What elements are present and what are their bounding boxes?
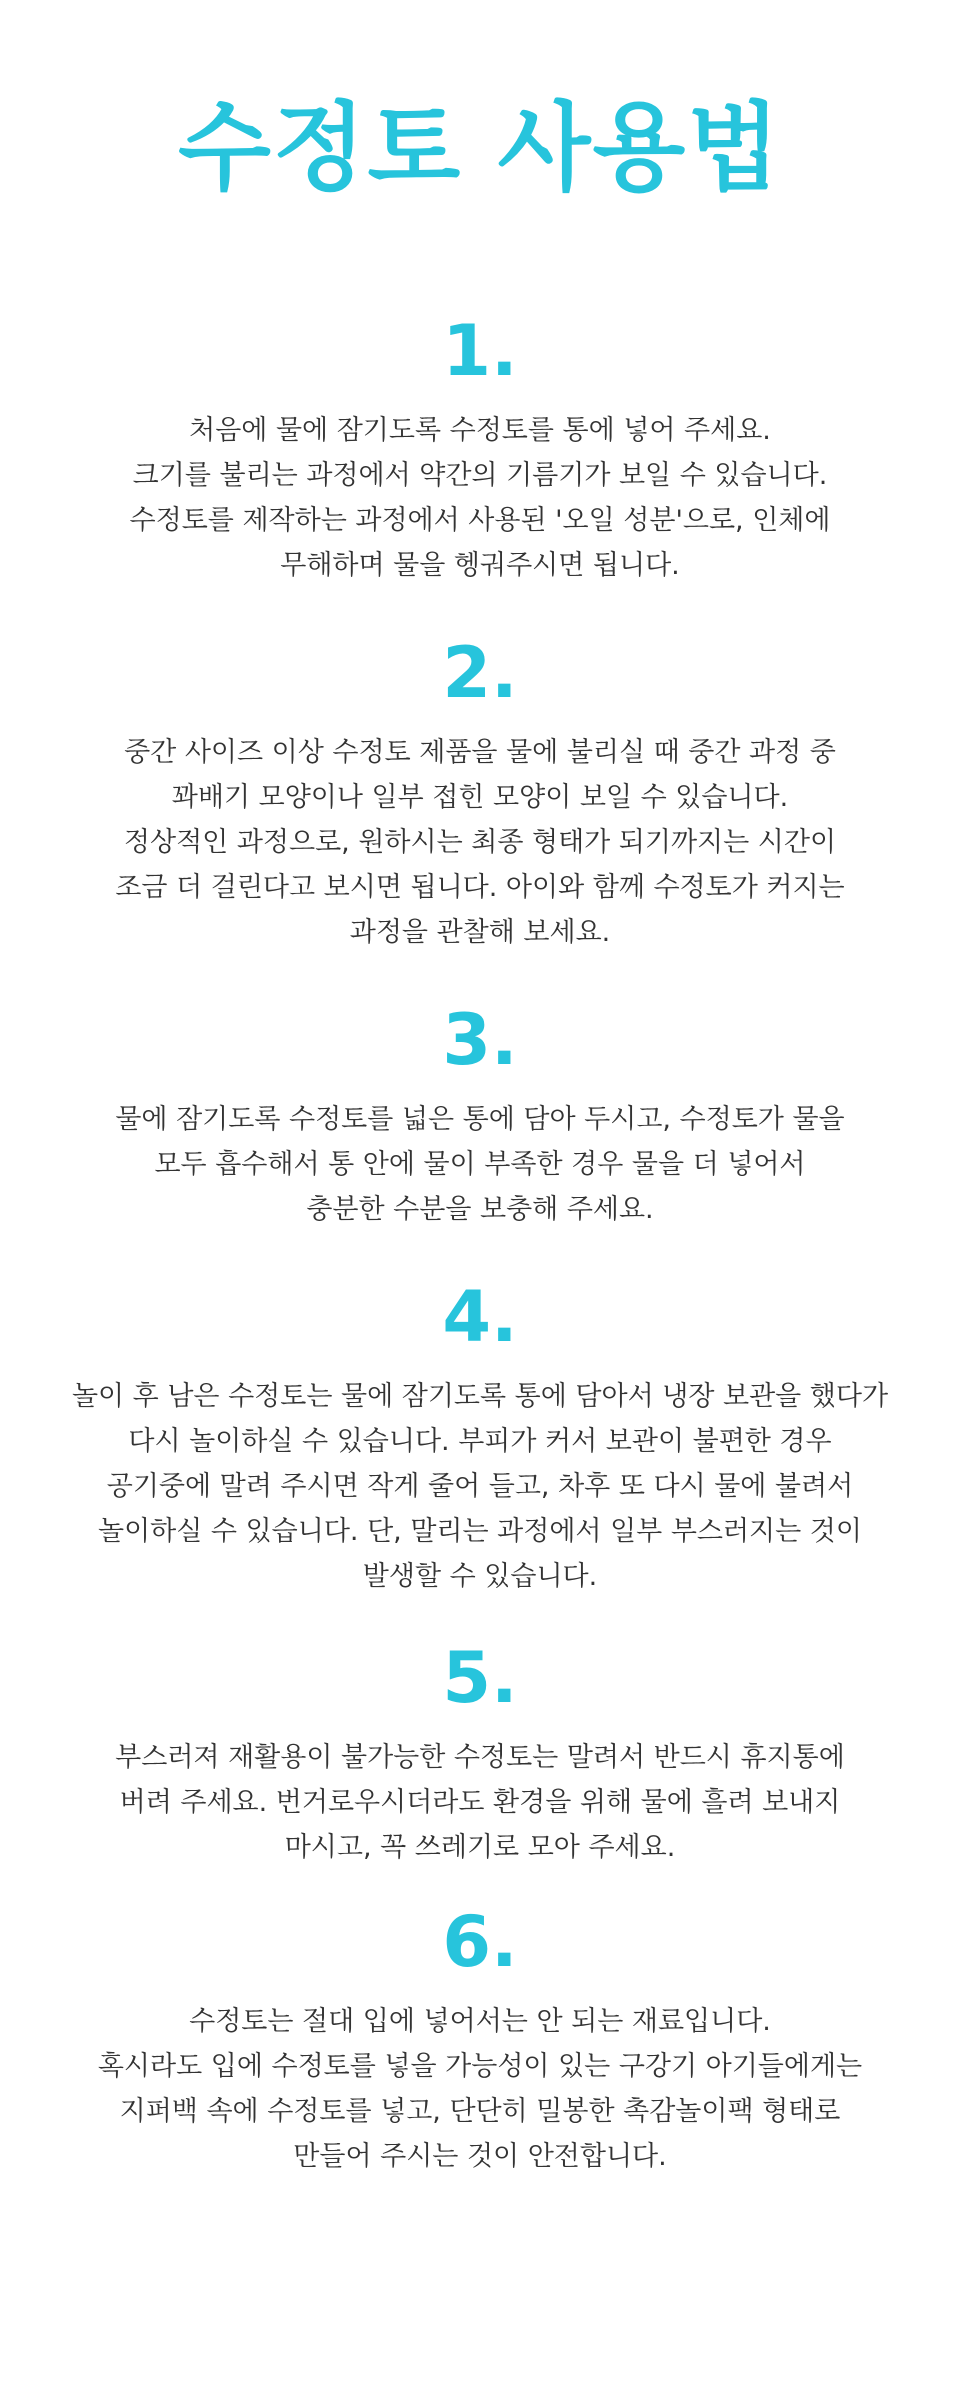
- step-description: [0, 408, 960, 588]
- step-text-line: 충분한 수분을 보충해 주세요.: [306, 1194, 654, 1225]
- step-text-line: 꽈배기 모양이나 일부 접힌 모양이 보일 수 있습니다.: [171, 782, 789, 813]
- step-1: [0, 310, 960, 588]
- step-text-line: 혹시라도 입에 수정토를 넣을 가능성이 있는 구강기 아기들에게는: [97, 2051, 863, 2082]
- step-number: 3.: [442, 999, 518, 1081]
- step-number: 5.: [442, 1637, 518, 1719]
- step-text-line: 수정토를 제작하는 과정에서 사용된 '오일 성분'으로, 인체에: [129, 505, 831, 536]
- step-text-line: 마시고, 꼭 쓰레기로 모아 주세요.: [284, 1832, 676, 1863]
- step-number: 1.: [442, 310, 518, 392]
- step-description: [0, 730, 960, 955]
- step-text-line: 발생할 수 있습니다.: [362, 1561, 598, 1592]
- step-text-line: 만들어 주시는 것이 안전합니다.: [293, 2141, 667, 2172]
- step-text-line: 조금 더 걸린다고 보시면 됩니다. 아이와 함께 수정토가 커지는: [115, 872, 845, 903]
- step-description: [0, 1374, 960, 1599]
- step-text-line: 수정토는 절대 입에 넣어서는 안 되는 재료입니다.: [189, 2006, 771, 2037]
- step-text-line: 모두 흡수해서 통 안에 물이 부족한 경우 물을 더 넣어서: [154, 1149, 806, 1180]
- step-2: [0, 632, 960, 955]
- step-description: [0, 1999, 960, 2179]
- step-text-line: 크기를 불리는 과정에서 약간의 기름기가 보일 수 있습니다.: [132, 460, 828, 491]
- step-number: 4.: [442, 1276, 518, 1358]
- step-text-line: 정상적인 과정으로, 원하시는 최종 형태가 되기까지는 시간이: [123, 827, 837, 858]
- step-number: 2.: [442, 632, 518, 714]
- step-6: [0, 1901, 960, 2179]
- step-text-line: 다시 놀이하실 수 있습니다. 부피가 커서 보관이 불편한 경우: [128, 1426, 832, 1457]
- step-text-line: 처음에 물에 잠기도록 수정토를 통에 넣어 주세요.: [189, 415, 771, 446]
- step-text-line: 중간 사이즈 이상 수정토 제품을 물에 불리실 때 중간 과정 중: [124, 737, 836, 768]
- step-5: [0, 1637, 960, 1870]
- step-text-line: 공기중에 말려 주시면 작게 줄어 들고, 차후 또 다시 물에 불려서: [106, 1471, 854, 1502]
- step-3: [0, 999, 960, 1232]
- step-text-line: 물에 잠기도록 수정토를 넓은 통에 담아 두시고, 수정토가 물을: [115, 1104, 845, 1135]
- step-description: [0, 1097, 960, 1232]
- step-number: 6.: [442, 1901, 518, 1983]
- step-text-line: 무해하며 물을 헹궈주시면 됩니다.: [280, 550, 680, 581]
- step-text-line: 놀이 후 남은 수정토는 물에 잠기도록 통에 담아서 냉장 보관을 했다가: [71, 1381, 889, 1412]
- step-description: [0, 1735, 960, 1870]
- step-text-line: 버려 주세요. 번거로우시더라도 환경을 위해 물에 흘려 보내지: [119, 1787, 841, 1818]
- step-text-line: 놀이하실 수 있습니다. 단, 말리는 과정에서 일부 부스러지는 것이: [98, 1516, 862, 1547]
- step-text-line: 부스러져 재활용이 불가능한 수정토는 말려서 반드시 휴지통에: [115, 1742, 845, 1773]
- step-text-line: 과정을 관찰해 보세요.: [349, 917, 611, 948]
- page-title: 수정토 사용법: [178, 92, 782, 204]
- step-text-line: 지퍼백 속에 수정토를 넣고, 단단히 밀봉한 촉감놀이팩 형태로: [119, 2096, 841, 2127]
- step-4: [0, 1276, 960, 1599]
